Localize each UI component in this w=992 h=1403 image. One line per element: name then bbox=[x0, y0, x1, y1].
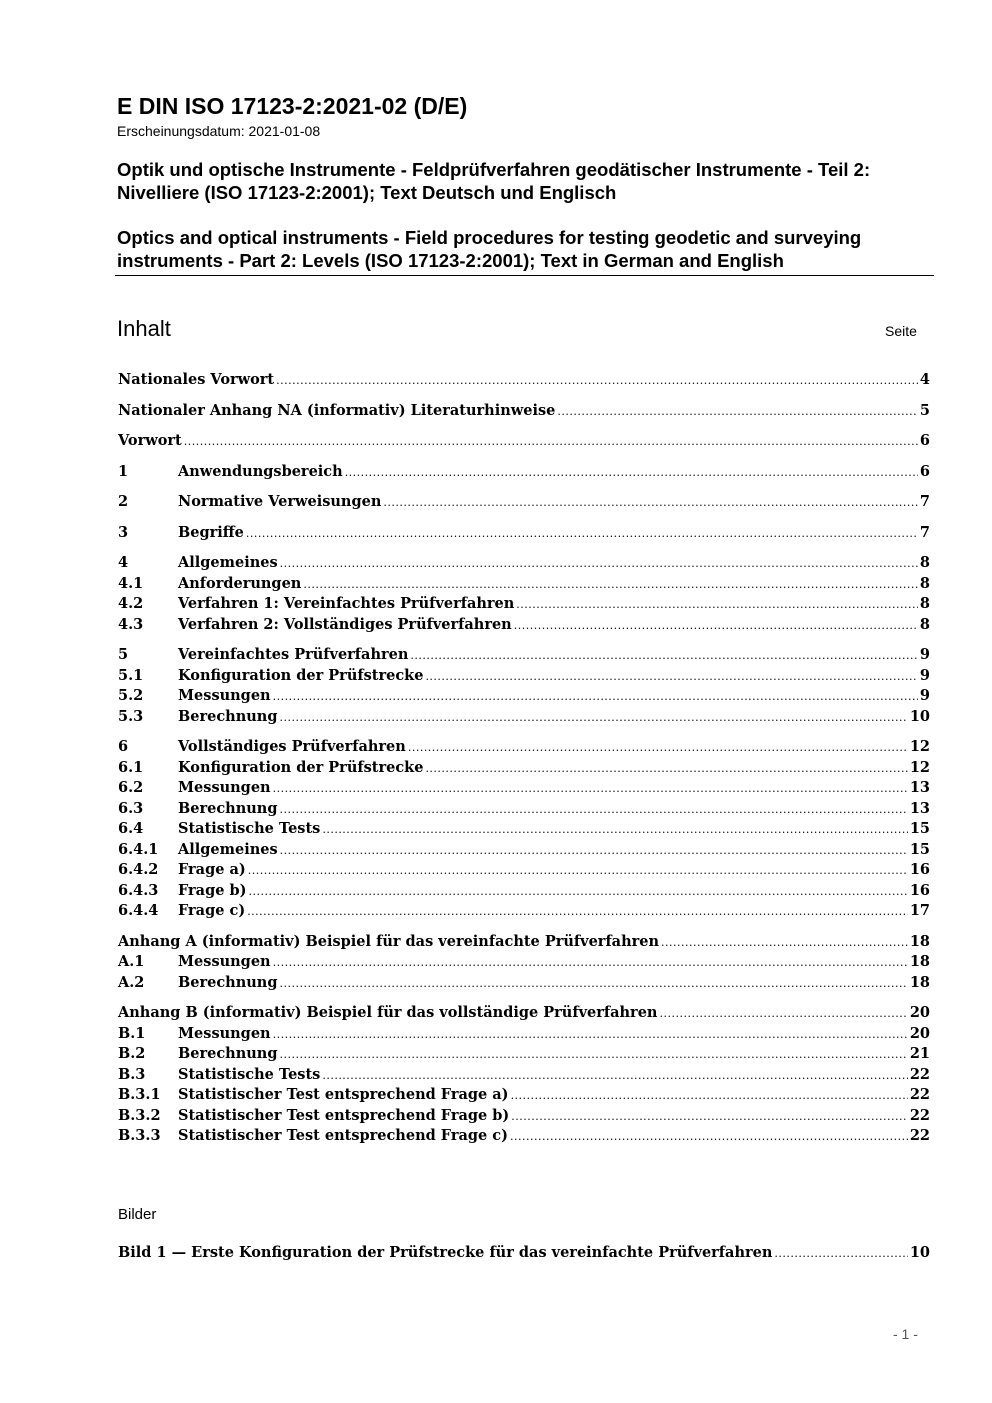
toc-entry[interactable] bbox=[118, 666, 930, 687]
toc-entry-title: Vorwort bbox=[118, 432, 182, 449]
toc-entry-number: A.1 bbox=[118, 953, 145, 970]
toc-entry-page: 8 bbox=[919, 615, 930, 633]
toc-entry[interactable] bbox=[118, 952, 930, 973]
toc-entry-page: 8 bbox=[919, 595, 930, 612]
toc-entry[interactable] bbox=[118, 645, 930, 666]
toc-entry-page: 22 bbox=[909, 1127, 930, 1144]
toc-entry[interactable] bbox=[118, 737, 930, 758]
figure-entry-page: 10 bbox=[909, 1244, 930, 1261]
toc-entry-title: Allgemeines bbox=[178, 554, 278, 571]
toc-entry[interactable] bbox=[118, 615, 930, 636]
dot-leader bbox=[557, 401, 918, 423]
toc-entry-title: Berechnung bbox=[178, 799, 278, 817]
toc-entry-title: Begriffe bbox=[178, 523, 244, 541]
toc-entry-page: 17 bbox=[909, 902, 930, 919]
table-of-contents bbox=[118, 370, 930, 1147]
toc-entry-number: 6.4.3 bbox=[118, 881, 159, 899]
toc-entry-page: 4 bbox=[919, 371, 930, 388]
figures-heading: Bilder bbox=[118, 1206, 157, 1223]
toc-entry-page: 12 bbox=[909, 758, 930, 776]
document-header bbox=[117, 92, 933, 272]
toc-entry-page: 5 bbox=[919, 401, 930, 419]
dot-leader bbox=[774, 1243, 907, 1265]
toc-entry[interactable] bbox=[118, 492, 930, 513]
toc-entry-number: B.3 bbox=[118, 1065, 146, 1083]
toc-entry-title: Statistischer Test entsprechend Frage c) bbox=[178, 1127, 508, 1144]
toc-entry-number: 6.4.4 bbox=[118, 902, 159, 919]
toc-entry-page: 15 bbox=[909, 820, 930, 837]
toc-entry-title: Konfiguration der Prüfstrecke bbox=[178, 666, 424, 684]
dot-leader bbox=[249, 881, 908, 903]
toc-entry-page: 9 bbox=[919, 666, 930, 684]
toc-entry-number: B.1 bbox=[118, 1024, 146, 1042]
toc-entry[interactable] bbox=[118, 901, 930, 922]
toc-entry-page: 9 bbox=[919, 687, 930, 704]
toc-entry-title: Vereinfachtes Prüfverfahren bbox=[178, 646, 409, 663]
toc-entry-number: 6.4.2 bbox=[118, 861, 159, 878]
toc-entry[interactable] bbox=[118, 840, 930, 861]
toc-entry[interactable] bbox=[118, 686, 930, 707]
toc-entry-page: 18 bbox=[909, 973, 930, 991]
dot-leader bbox=[279, 973, 907, 995]
document-id: E DIN ISO 17123-2:2021-02 (D/E) bbox=[117, 93, 468, 119]
figure-entry[interactable] bbox=[118, 1243, 930, 1264]
page-number: - 1 - bbox=[893, 1326, 918, 1342]
toc-entry-page: 7 bbox=[919, 493, 930, 510]
toc-entry[interactable] bbox=[118, 819, 930, 840]
toc-entry-number: 4.1 bbox=[118, 574, 144, 592]
toc-entry-page: 13 bbox=[909, 799, 930, 817]
dot-leader bbox=[383, 492, 918, 514]
toc-entry-title: Anhang A (informativ) Beispiel für das vereinfachte Prüfverfahren bbox=[118, 932, 660, 950]
dot-leader bbox=[345, 462, 918, 484]
toc-entry-number: 6.4 bbox=[118, 820, 144, 837]
dot-leader bbox=[410, 645, 918, 667]
toc-entry[interactable] bbox=[118, 707, 930, 728]
toc-entry-page: 22 bbox=[909, 1065, 930, 1083]
toc-entry-number: B.3.3 bbox=[118, 1127, 161, 1144]
toc-entry-title: Statistischer Test entsprechend Frage b) bbox=[178, 1106, 510, 1124]
dot-leader bbox=[273, 686, 918, 708]
toc-entry-title: Frage b) bbox=[178, 881, 247, 899]
toc-entry[interactable] bbox=[118, 881, 930, 902]
toc-entry-number: 6.3 bbox=[118, 799, 144, 817]
toc-entry-page: 15 bbox=[909, 840, 930, 858]
toc-entry-page: 7 bbox=[919, 523, 930, 541]
toc-entry-number: 1 bbox=[118, 462, 129, 480]
toc-entry-title: Nationaler Anhang NA (informativ) Literaturhinweise bbox=[118, 401, 556, 419]
header-divider bbox=[115, 275, 934, 276]
toc-entry[interactable] bbox=[118, 370, 930, 391]
toc-entry[interactable] bbox=[118, 932, 930, 953]
toc-entry-page: 16 bbox=[909, 881, 930, 899]
toc-entry-title: Frage a) bbox=[178, 861, 246, 878]
dot-leader bbox=[273, 952, 908, 974]
toc-entry-title: Berechnung bbox=[178, 707, 278, 725]
figure-entry-title: Bild 1 — Erste Konfiguration der Prüfstrecke für das vereinfachte Prüfverfahren bbox=[118, 1244, 773, 1261]
toc-entry-page: 16 bbox=[909, 861, 930, 878]
toc-entry-number: 4.3 bbox=[118, 615, 144, 633]
toc-entry-page: 18 bbox=[909, 953, 930, 970]
toc-entry[interactable] bbox=[118, 1003, 930, 1024]
toc-entry-number: 6.4.1 bbox=[118, 840, 159, 858]
title-english: Optics and optical instruments - Field procedures for testing geodetic and surveying instruments - Part 2: Levels (ISO 17123-2:2001); Text in German and English bbox=[117, 227, 862, 271]
toc-entry-title: Statistische Tests bbox=[178, 1065, 321, 1083]
dot-leader bbox=[425, 666, 917, 688]
toc-entry-number: 6.1 bbox=[118, 758, 144, 776]
toc-entry[interactable] bbox=[118, 431, 930, 452]
toc-entry-title: Anforderungen bbox=[178, 574, 302, 592]
toc-entry[interactable] bbox=[118, 799, 930, 820]
toc-entry-page: 18 bbox=[909, 932, 930, 950]
toc-entry-number: 5.3 bbox=[118, 707, 144, 725]
toc-entry-title: Allgemeines bbox=[178, 840, 278, 858]
title-german: Optik und optische Instrumente - Feldprüfverfahren geodätischer Instrumente - Teil 2: Nivelliere (ISO 17123-2:2001); Text Deutsch und Englisch bbox=[117, 159, 871, 203]
dot-leader bbox=[408, 737, 908, 759]
toc-entry-number: 6.2 bbox=[118, 779, 144, 796]
toc-entry[interactable] bbox=[118, 462, 930, 483]
dot-leader bbox=[659, 1003, 907, 1025]
publication-date: Erscheinungsdatum: 2021-01-08 bbox=[117, 123, 321, 139]
toc-entry-page: 22 bbox=[909, 1106, 930, 1124]
toc-entry-number: B.3.1 bbox=[118, 1086, 161, 1103]
toc-entry-title: Nationales Vorwort bbox=[118, 371, 275, 388]
toc-entry-title: Messungen bbox=[178, 953, 271, 970]
toc-entry-number: B.3.2 bbox=[118, 1106, 161, 1124]
toc-entry-title: Messungen bbox=[178, 687, 271, 704]
toc-page-column-label: Seite bbox=[885, 323, 917, 339]
dot-leader bbox=[303, 574, 918, 596]
toc-entry-title: Messungen bbox=[178, 1024, 271, 1042]
dot-leader bbox=[276, 370, 918, 392]
toc-entry-page: 20 bbox=[909, 1024, 930, 1042]
toc-entry-title: Normative Verweisungen bbox=[178, 493, 382, 510]
dot-leader bbox=[247, 901, 908, 923]
dot-leader bbox=[280, 840, 908, 862]
toc-entry-page: 21 bbox=[909, 1045, 930, 1062]
toc-entry[interactable] bbox=[118, 523, 930, 544]
dot-leader bbox=[273, 778, 908, 800]
toc-entry-page: 9 bbox=[919, 646, 930, 663]
toc-entry-page: 13 bbox=[909, 779, 930, 796]
dot-leader bbox=[661, 932, 908, 954]
toc-entry[interactable] bbox=[118, 1085, 930, 1106]
dot-leader bbox=[516, 594, 918, 616]
toc-entry-title: Konfiguration der Prüfstrecke bbox=[178, 758, 424, 776]
toc-entry-number: 5.2 bbox=[118, 687, 144, 704]
dot-leader bbox=[279, 707, 907, 729]
toc-entry[interactable] bbox=[118, 860, 930, 881]
toc-entry-page: 8 bbox=[919, 574, 930, 592]
list-of-figures bbox=[118, 1243, 930, 1264]
toc-entry-page: 20 bbox=[909, 1004, 930, 1021]
dot-leader bbox=[184, 431, 918, 453]
toc-entry[interactable] bbox=[118, 594, 930, 615]
toc-entry-title: Statistische Tests bbox=[178, 820, 321, 837]
toc-entry-number: 3 bbox=[118, 523, 129, 541]
dot-leader bbox=[514, 615, 918, 637]
dot-leader bbox=[322, 1065, 907, 1087]
toc-entry[interactable] bbox=[118, 553, 930, 574]
toc-entry-number: 6 bbox=[118, 738, 129, 755]
dot-leader bbox=[425, 758, 907, 780]
dot-leader bbox=[246, 523, 918, 545]
toc-entry[interactable] bbox=[118, 1044, 930, 1065]
toc-entry-title: Messungen bbox=[178, 779, 271, 796]
toc-entry-number: 5 bbox=[118, 646, 129, 663]
toc-entry-title: Statistischer Test entsprechend Frage a) bbox=[178, 1086, 509, 1103]
dot-leader bbox=[511, 1085, 908, 1107]
toc-entry-number: 4 bbox=[118, 554, 129, 571]
toc-entry-page: 22 bbox=[909, 1086, 930, 1103]
toc-entry-page: 12 bbox=[909, 738, 930, 755]
dot-leader bbox=[279, 1044, 907, 1066]
toc-entry-page: 6 bbox=[919, 432, 930, 449]
toc-entry-title: Anwendungsbereich bbox=[178, 462, 343, 480]
toc-entry-page: 10 bbox=[909, 707, 930, 725]
dot-leader bbox=[279, 799, 907, 821]
toc-entry[interactable] bbox=[118, 973, 930, 994]
dot-leader bbox=[510, 1126, 908, 1148]
toc-entry-page: 8 bbox=[919, 554, 930, 571]
toc-entry-title: Frage c) bbox=[178, 902, 246, 919]
toc-entry[interactable] bbox=[118, 1065, 930, 1086]
toc-entry-page: 6 bbox=[919, 462, 930, 480]
toc-entry[interactable] bbox=[118, 1024, 930, 1045]
toc-entry-title: Verfahren 1: Vereinfachtes Prüfverfahren bbox=[178, 595, 515, 612]
dot-leader bbox=[248, 860, 908, 882]
toc-entry-number: A.2 bbox=[118, 973, 145, 991]
toc-entry-number: 5.1 bbox=[118, 666, 144, 684]
toc-entry[interactable] bbox=[118, 1126, 930, 1147]
toc-entry-number: 4.2 bbox=[118, 595, 144, 612]
dot-leader bbox=[273, 1024, 908, 1046]
toc-entry-title: Anhang B (informativ) Beispiel für das vollständige Prüfverfahren bbox=[118, 1004, 658, 1021]
dot-leader bbox=[322, 819, 907, 841]
toc-entry[interactable] bbox=[118, 758, 930, 779]
toc-entry-title: Berechnung bbox=[178, 973, 278, 991]
toc-entry[interactable] bbox=[118, 574, 930, 595]
toc-entry-title: Vollständiges Prüfverfahren bbox=[178, 738, 406, 755]
toc-heading: Inhalt bbox=[117, 316, 171, 341]
toc-entry[interactable] bbox=[118, 401, 930, 422]
toc-entry[interactable] bbox=[118, 1106, 930, 1127]
toc-entry-number: B.2 bbox=[118, 1045, 146, 1062]
dot-leader bbox=[280, 553, 918, 575]
toc-entry[interactable] bbox=[118, 778, 930, 799]
toc-entry-title: Berechnung bbox=[178, 1045, 278, 1062]
toc-entry-title: Verfahren 2: Vollständiges Prüfverfahren bbox=[178, 615, 512, 633]
toc-entry-number: 2 bbox=[118, 493, 129, 510]
dot-leader bbox=[511, 1106, 908, 1128]
